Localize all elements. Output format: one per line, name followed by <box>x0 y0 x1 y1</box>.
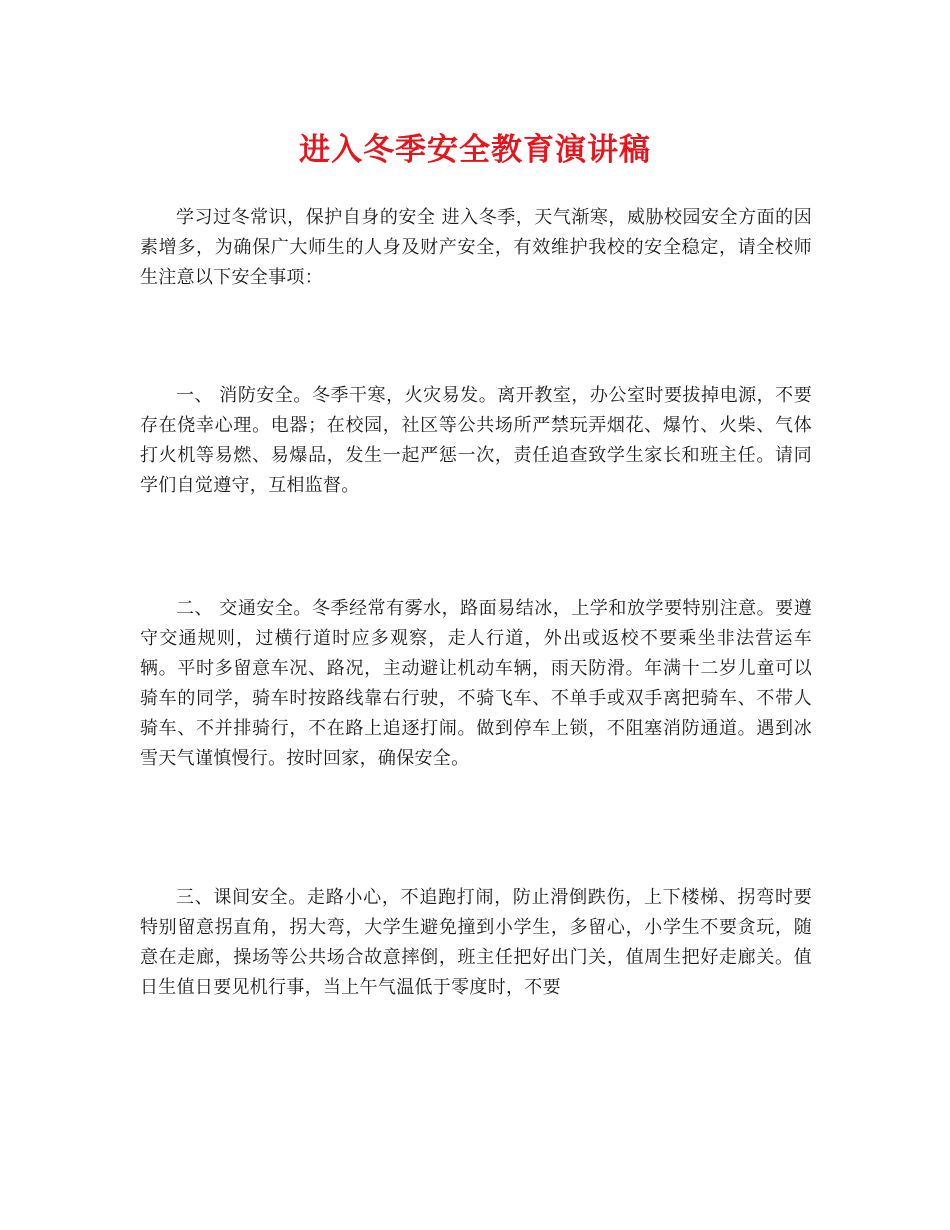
break-safety-paragraph: 三、课间安全。走路小心，不追跑打闹，防止滑倒跌伤，上下楼梯、拐弯时要特别留意拐直角，拐大弯，大学生避免撞到小学生，多留心，小学生不要贪玩，随意在走廊，操场等公共场合故意摔倒，班主任把好出门关，值周生把好走廊关。值日生值日要见机行事，当上午气温低于零度时，不要 <box>140 887 812 998</box>
document-title: 进入冬季安全教育演讲稿 <box>299 132 651 168</box>
intro-paragraph: 学习过冬常识，保护自身的安全 进入冬季，天气渐寒，威胁校园安全方面的因素增多，为确保广大师生的人身及财产安全，有效维护我校的安全稳定，请全校师生注意以下安全事项： <box>140 207 812 288</box>
traffic-safety-paragraph: 二、 交通安全。冬季经常有雾水，路面易结冰，上学和放学要特别注意。要遵守交通规则，过横行道时应多观察，走人行道，外出或返校不要乘坐非法营运车辆。平时多留意车况、路况，主动避让机动车辆，雨天防滑。年满十二岁儿童可以骑车的同学，骑车时按路线靠右行驶，不骑飞车、不单手或双手离把骑车、不带人骑车、不并排骑行，不在路上追逐打闹。做到停车上锁，不阻塞消防通道。遇到冰雪天气谨慎慢行。按时回家，确保安全。 <box>140 598 812 769</box>
fire-safety-paragraph: 一、 消防安全。冬季干寒，火灾易发。离开教室，办公室时要拔掉电源，不要存在侥幸心理。电器；在校园，社区等公共场所严禁玩弄烟花、爆竹、火柴、气体打火机等易燃、易爆品，发生一起严惩一次，责任追查致学生家长和班主任。请同学们自觉遵守，互相监督。 <box>140 385 812 496</box>
